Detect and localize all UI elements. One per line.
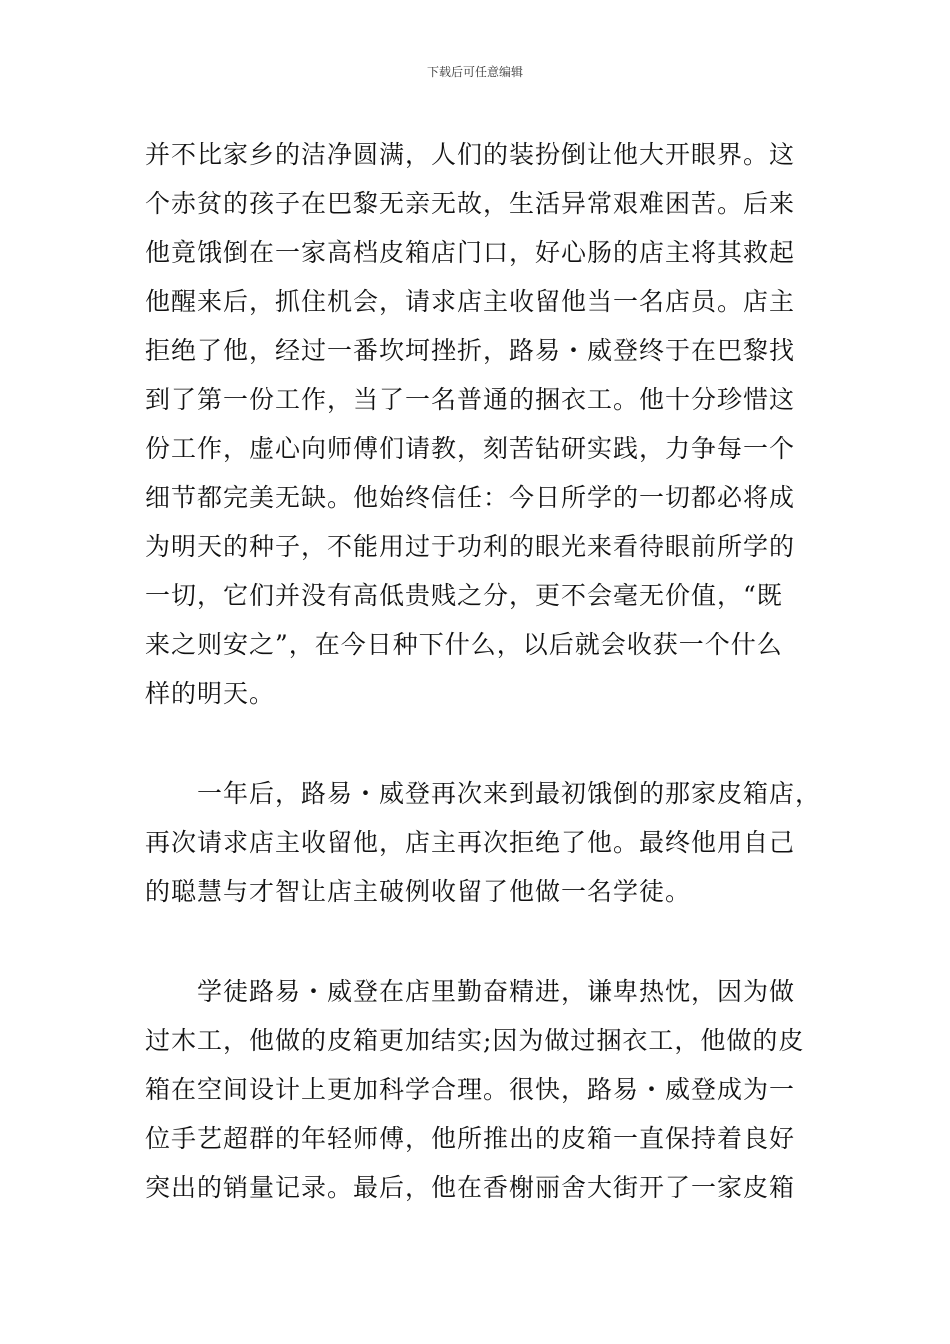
text-line: 拒绝了他，经过一番坎坷挫折，路易・威登终于在巴黎找 [145,336,796,365]
text-line: 到了第一份工作，当了一名普通的捆衣工。他十分珍惜这 [145,385,796,414]
text-line: 一切，它们并没有高低贵贱之分，更不会毫无价值，“既 [145,581,783,610]
text-line: 箱在空间设计上更加科学合理。很快，路易・威登成为一 [145,1075,796,1104]
text-line: 他醒来后，抓住机会，请求店主收留他当一名店员。店主 [145,287,796,316]
text-line: 样的明天。 [145,679,276,708]
text-line: 份工作，虚心向师傅们请教，刻苦钻研实践，力争每一个 [145,434,796,463]
text-line: 为明天的种子，不能用过于功利的眼光来看待眼前所学的 [145,532,796,561]
text-line: 突出的销量记录。最后，他在香榭丽舍大街开了一家皮箱 [145,1173,796,1202]
paragraph-gap [145,718,825,769]
text-line: 位手艺超群的年轻师傅，他所推出的皮箱一直保持着良好 [145,1124,796,1153]
paragraph [145,967,825,1212]
text-line: 并不比家乡的洁净圆满，人们的装扮倒让他大开眼界。这 [145,140,796,169]
page-header-note: 下载后可任意编辑 [426,65,523,79]
text-line: 一年后，路易・威登再次来到最初饿倒的那家皮箱店， [145,779,822,808]
text-line: 细节都完美无缺。他始终信任：今日所学的一切都必将成 [145,483,796,512]
text-line: 再次请求店主收留他，店主再次拒绝了他。最终他用自己 [145,828,796,857]
text-line: 他竟饿倒在一家高档皮箱店门口，好心肠的店主将其救起 [145,238,796,267]
text-line: 的聪慧与才智让店主破例收留了他做一名学徒。 [145,877,692,906]
paragraph [145,769,825,916]
document-body [145,130,825,1212]
text-line: 个赤贫的孩子在巴黎无亲无故，生活异常艰难困苦。后来 [145,189,796,218]
paragraph-gap [145,916,825,967]
text-line: 过木工，他做的皮箱更加结实;因为做过捆衣工，他做的皮 [145,1026,805,1055]
paragraph [145,130,825,718]
text-line: 来之则安之”，在今日种下什么，以后就会收获一个什么 [145,630,783,659]
text-line: 学徒路易・威登在店里勤奋精进，谦卑热忱，因为做 [145,977,796,1006]
